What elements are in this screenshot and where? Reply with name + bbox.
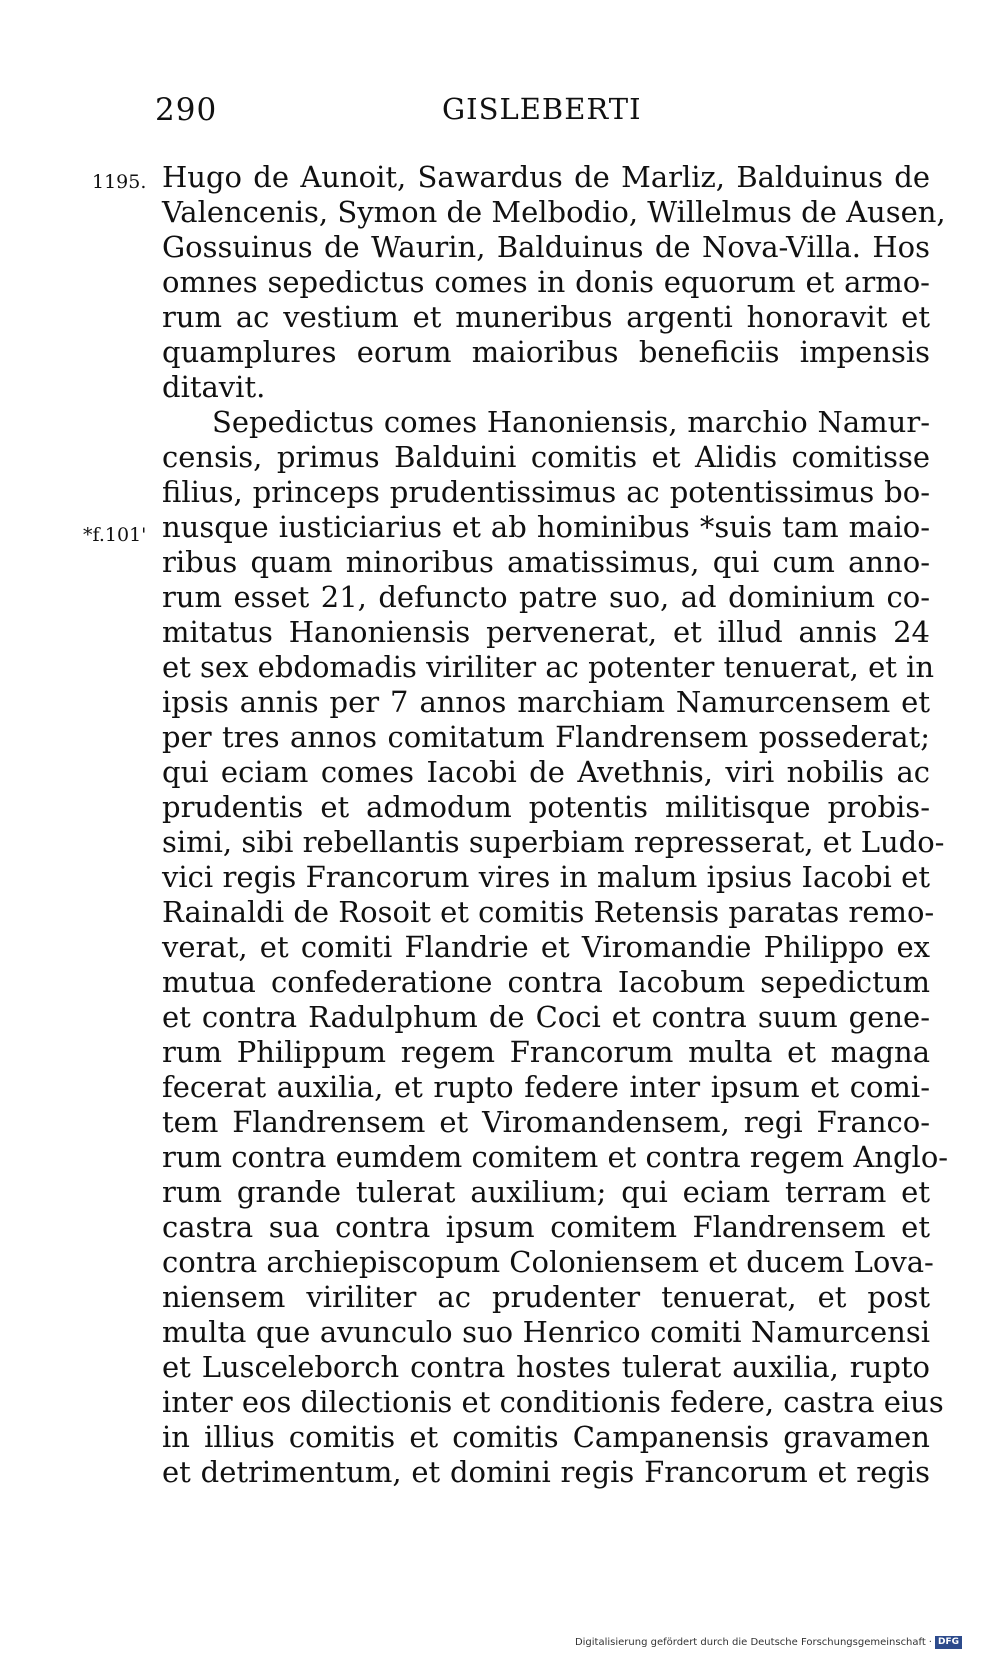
text-line: tem Flandrensem et Viromandensem, regi Franco-: [162, 1105, 930, 1139]
text-line: Valencenis, Symon de Melbodio, Willelmus de Ausen,: [162, 195, 946, 229]
body-text: [162, 160, 949, 1490]
text-line: contra archiepiscopum Coloniensem et ducem Lova-: [162, 1245, 934, 1279]
text-line: niensem viriliter ac prudenter tenuerat, et post: [162, 1280, 930, 1314]
text-line: et contra Radulphum de Coci et contra suum gene-: [162, 1000, 930, 1034]
text-line: simi, sibi rebellantis superbiam represserat, et Ludo-: [162, 825, 945, 859]
text-line: per tres annos comitatum Flandrensem possederat;: [162, 720, 930, 754]
text-line: rum contra eumdem comitem et contra regem Anglo-: [162, 1140, 949, 1174]
page-number: 290: [155, 92, 218, 128]
text-line: rum Philippum regem Francorum multa et magna: [162, 1035, 930, 1069]
text-line: multa que avunculo suo Henrico comiti Namurcensi: [162, 1315, 930, 1349]
text-line: Rainaldi de Rosoit et comitis Retensis paratas remo-: [162, 895, 935, 929]
text-line: ribus quam minoribus amatissimus, qui cum anno-: [162, 545, 930, 579]
text-line: quamplures eorum maioribus beneficiis impensis: [162, 335, 930, 369]
page-header: [155, 92, 642, 132]
text-line: Hugo de Aunoit, Sawardus de Marliz, Balduinus de: [162, 160, 930, 194]
text-line: rum esset 21, defuncto patre suo, ad dominium co-: [162, 580, 930, 614]
text-line: rum grande tulerat auxilium; qui eciam terram et: [162, 1175, 930, 1209]
credit-separator: ·: [928, 1637, 932, 1648]
text-line: et Lusceleborch contra hostes tulerat auxilia, rupto: [162, 1350, 930, 1384]
text-line: prudentis et admodum potentis militisque probis-: [162, 790, 930, 824]
text-line: censis, primus Balduini comitis et Alidis comitisse: [162, 440, 930, 474]
text-line: qui eciam comes Iacobi de Avethnis, viri nobilis ac: [162, 755, 930, 789]
digitization-credit: [575, 1636, 962, 1649]
text-line: verat, et comiti Flandrie et Viromandie Philippo ex: [162, 930, 930, 964]
text-line: inter eos dilectionis et conditionis federe, castra eius: [162, 1385, 944, 1419]
text-line: mutua confederatione contra Iacobum sepedictum: [162, 965, 930, 999]
dfg-logo: DFG: [935, 1636, 962, 1649]
text-line: rum ac vestium et muneribus argenti honoravit et: [162, 300, 930, 334]
text-line: et sex ebdomadis viriliter ac potenter tenuerat, et in: [162, 650, 935, 684]
credit-text: Digitalisierung gefördert durch die Deutsche Forschungsgemeinschaft: [574, 1637, 926, 1648]
text-line: Sepedictus comes Hanoniensis, marchio Namur-: [212, 405, 930, 439]
text-line: nusque iusticiarius et ab hominibus *suis tam maio-: [162, 510, 930, 544]
text-line: ipsis annis per 7 annos marchiam Namurcensem et: [162, 685, 930, 719]
text-line: vici regis Francorum vires in malum ipsius Iacobi et: [162, 860, 930, 894]
text-line: filius, princeps prudentissimus ac potentissimus bo-: [162, 475, 930, 509]
text-line: ditavit.: [162, 370, 266, 404]
running-title: GISLEBERTI: [442, 92, 642, 126]
text-line: Gossuinus de Waurin, Balduinus de Nova-Villa. Hos: [162, 230, 930, 264]
margin-folio-note: *f.101': [83, 524, 147, 546]
text-line: mitatus Hanoniensis pervenerat, et illud annis 24: [162, 615, 930, 649]
text-line: castra sua contra ipsum comitem Flandrensem et: [162, 1210, 930, 1244]
text-line: omnes sepedictus comes in donis equorum et armo-: [162, 265, 930, 299]
margin-year-note: 1195.: [92, 171, 147, 193]
text-line: et detrimentum, et domini regis Francorum et regis: [162, 1455, 930, 1489]
text-line: fecerat auxilia, et rupto federe inter ipsum et comi-: [162, 1070, 930, 1104]
text-line: in illius comitis et comitis Campanensis gravamen: [162, 1420, 930, 1454]
